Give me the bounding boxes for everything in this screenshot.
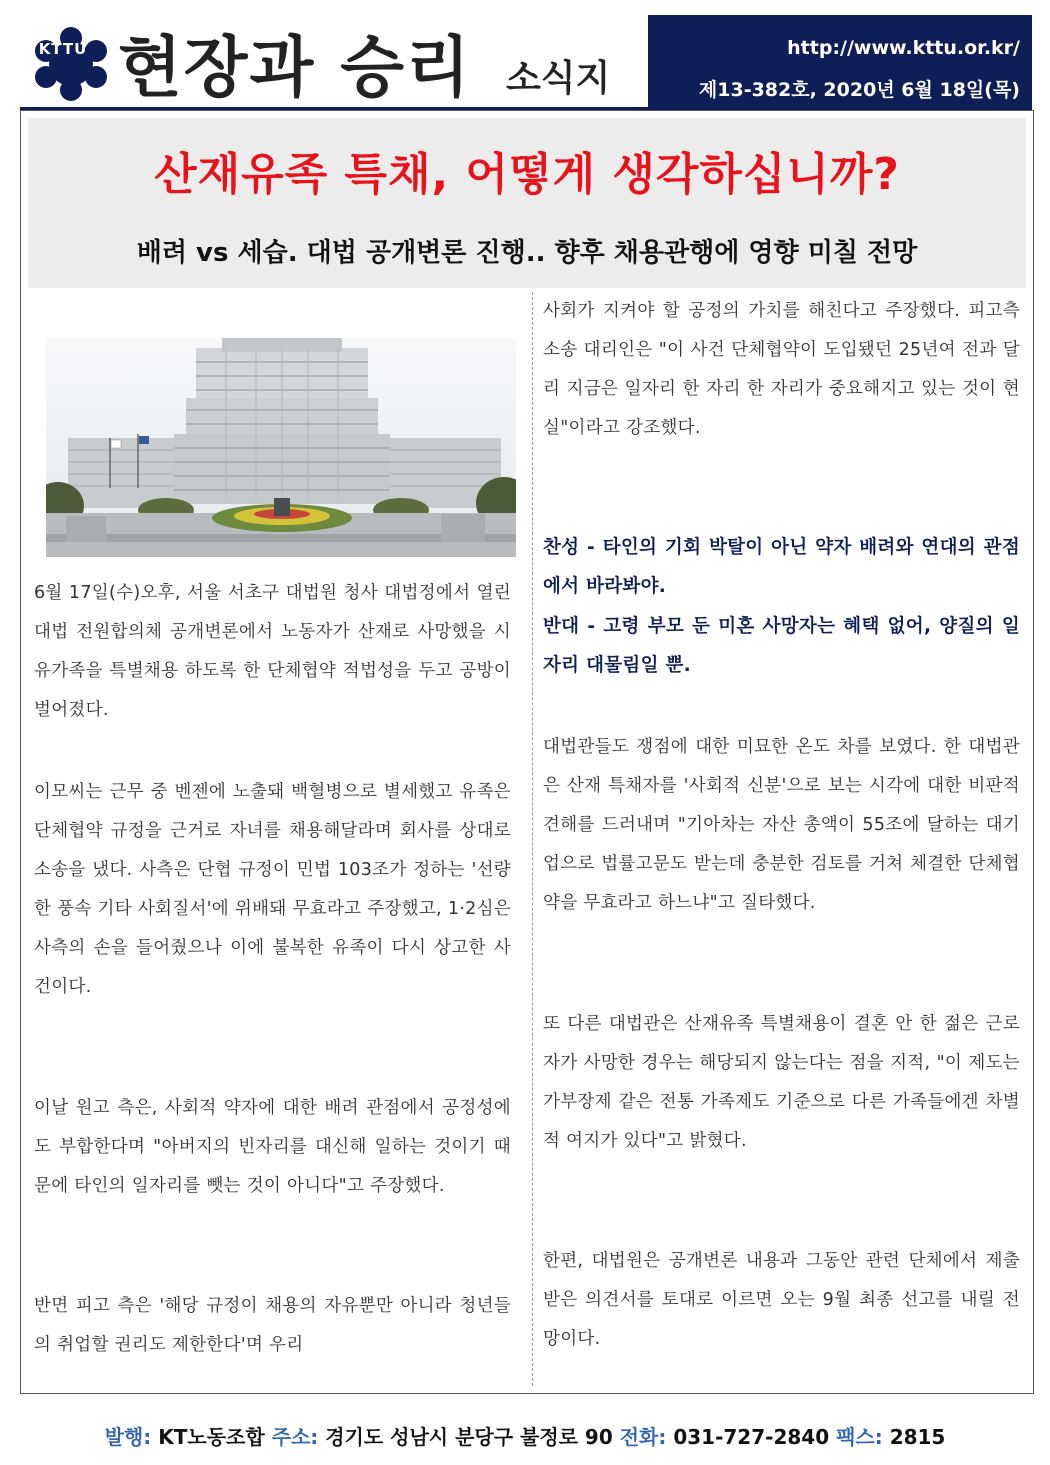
website-url[interactable]: http://www.kttu.or.kr/ — [787, 37, 1020, 59]
footer — [0, 1421, 1050, 1450]
right-paragraph-3: 또 다른 대법관은 산재유족 특별채용이 결혼 안 한 젊은 근로자가 사망한 경우는 해당되지 않는다는 점을 지적, "이 제도는 가부장제 같은 전통 가족제도 기준으로 다른 가족들에겐 차별적 여지가 있다"고 밝혔다. — [543, 1014, 1020, 1151]
left-paragraph-1: 6월 17일(수)오후, 서울 서초구 대법원 청사 대법정에서 열린 대법 전원합의체 공개변론에서 노동자가 산재로 사망했을 시 유가족을 특별채용 하도록 한 단체협약 적법성을 두고 공방이 벌어졌다. — [34, 583, 511, 720]
phone-label: 전화: — [619, 1425, 667, 1449]
address-label: 주소: — [271, 1425, 319, 1449]
con-argument: 반대 - 고령 부모 둔 미혼 사망자는 혜택 없어, 양질의 일자리 대물림일 뿐. — [543, 616, 1020, 676]
publisher: KT노동조합 — [158, 1425, 265, 1449]
phone: 031-727-2840 — [673, 1425, 830, 1449]
address: 경기도 성남시 분당구 불정로 90 — [325, 1425, 613, 1449]
issue-info: 제13-382호, 2020년 6월 18일(목) — [698, 79, 1020, 101]
logo-text: KTTU — [38, 40, 88, 58]
masthead-info-box — [648, 15, 1032, 107]
publisher-label: 발행: — [104, 1425, 152, 1449]
newsletter-subtitle: 소식지 — [506, 57, 611, 99]
kttu-logo-icon — [28, 24, 114, 104]
headline: 산재유족 특채, 어떻게 생각하십니까? — [154, 149, 900, 200]
left-paragraph-2: 이모씨는 근무 중 벤젠에 노출돼 백혈병으로 별세했고 유족은 단체협약 규정을 근거로 자녀를 채용해달라며 회사를 상대로 소송을 냈다. 사측은 단협 규정이 민법 103조가 정하는 '선량한 풍속 기타 사회질서'에 위배돼 무효라고 주장했고, 1·2심은 사측의 손을 들어줬으나 이에 불복한 유족이 다시 상고한 사건이다. — [34, 782, 511, 997]
masthead — [20, 12, 1032, 107]
right-paragraph-2: 대법관들도 쟁점에 대한 미묘한 온도 차를 보였다. 한 대법관은 산재 특채자를 '사회적 신분'으로 보는 시각에 대한 비판적 견해를 드러내며 "기아차는 자산 총액이 55조에 달하는 대기업으로 법률고문도 받는데 충분한 검토를 거쳐 체결한 단체협약을 무효라고 하느냐"고 질타했다. — [543, 737, 1020, 913]
newsletter-title: 현장과 승리 — [118, 28, 472, 106]
right-paragraph-1: 사회가 지켜야 할 공정의 가치를 해친다고 주장했다. 피고측 소송 대리인은 "이 사건 단체협약이 도입됐던 25년여 전과 달리 지금은 일자리 한 자리 한 자리가 중요해지고 있는 것이 현실"이라고 강조했다. — [543, 301, 1020, 438]
fax-label: 팩스: — [836, 1425, 883, 1449]
column-divider — [532, 292, 533, 1386]
left-paragraph-3: 이날 원고 측은, 사회적 약자에 대한 배려 관점에서 공정성에도 부합한다며 "아버지의 빈자리를 대신해 일하는 것이기 때문에 타인의 일자리를 뺏는 것이 아니다"고 주장했다. — [34, 1098, 511, 1196]
pro-argument: 찬성 - 타인의 기회 박탈이 아닌 약자 배려와 연대의 관점에서 바라봐야. — [543, 537, 1020, 597]
subheadline: 배려 vs 세습. 대법 공개변론 진행.. 향후 채용관행에 영향 미칠 전망 — [136, 238, 918, 268]
supreme-court-photo — [46, 338, 516, 557]
right-paragraph-4: 한편, 대법원은 공개변론 내용과 그동안 관련 단체에서 제출 받은 의견서를 토대로 이르면 오는 9월 최종 선고를 내릴 전망이다. — [543, 1251, 1020, 1349]
fax: 2815 — [889, 1425, 946, 1449]
headline-box — [28, 118, 1026, 288]
left-paragraph-4: 반면 피고 측은 '해당 규정이 채용의 자유뿐만 아니라 청년들의 취업할 권리도 제한한다'며 우리 — [34, 1296, 511, 1355]
